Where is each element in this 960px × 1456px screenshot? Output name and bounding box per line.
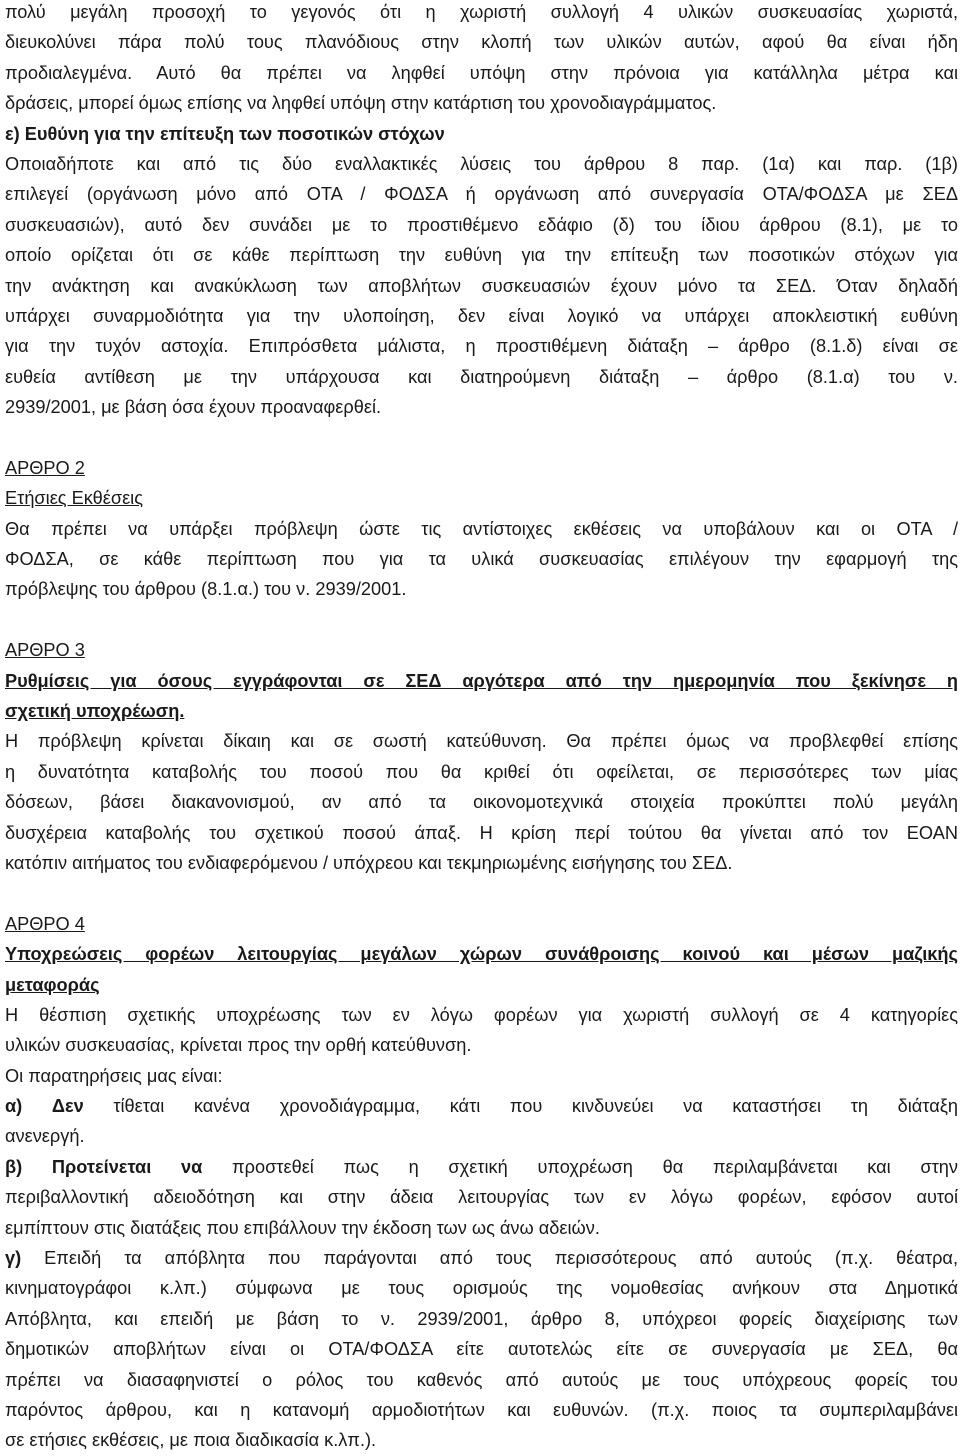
text-line: δυσχέρεια καταβολής του σχετικού ποσού άπαξ. Η κρίση περί τούτου θα γίνεται από τον ΕΟΑΝ	[5, 822, 958, 843]
text-line: επιλεγεί (οργάνωση μόνο από ΟΤΑ / ΦΟΔΣΑ ή οργάνωση από συνεργασία ΟΤΑ/ΦΟΔΣΑ με ΣΕΔ	[5, 184, 958, 205]
text-line: ΦΟΔΣΑ, σε κάθε περίπτωση που για τα υλικά συσκευασίας επιλέγουν την εφαρμογή της	[5, 549, 958, 570]
article-2	[5, 453, 958, 605]
text-line: δράσεις, μπορεί όμως επίσης να ληφθεί υπόψη στην κατάρτιση του χρονοδιαγράμματος.	[5, 93, 717, 114]
article-4-subtitle: Υποχρεώσεις φορέων λειτουργίας μεγάλων χώρων συνάθροισης κοινού και μέσων μαζικής	[5, 944, 958, 965]
article-2-subtitle: Ετήσιες Εκθέσεις	[5, 488, 143, 509]
text-line: δόσεων, βάσει διακανονισμού, αν από τα οικονομοτεχνικά στοιχεία προκύπτει πολύ μεγάλη	[5, 792, 958, 813]
text-line: κατόπιν αιτήματος του ενδιαφερόμενου / υπόχρεου και τεκμηριωμένης εισήγησης του ΣΕΔ.	[5, 852, 733, 873]
text-line: την ανάκτηση και ανακύκλωση των αποβλήτων συσκευασιών έχουν μόνο τα ΣΕΔ. Όταν δηλαδή	[5, 275, 958, 296]
list-item-a	[5, 1091, 958, 1121]
text-line: οποίο ορίζεται ότι σε κάθε περίπτωση την ευθύνη για την επίτευξη των ποσοτικών στόχων για	[5, 245, 958, 266]
text-line: εμπίπτουν στις διατάξεις που επιβάλλουν την έκδοση των ως άνω αδειών.	[5, 1217, 600, 1238]
article-3-subtitle: Ρυθμίσεις για όσους εγγράφονται σε ΣΕΔ αργότερα από την ημερομηνία που ξεκίνησε η	[5, 670, 958, 691]
item-b-text: προστεθεί πως η σχετική υποχρέωση θα περιλαμβάνεται και στην	[202, 1156, 958, 1177]
section-e-heading: ε) Ευθύνη για την επίτευξη των ποσοτικών στόχων	[5, 123, 445, 144]
text-line: υλικών συσκευασίας, κρίνεται προς την ορθή κατεύθυνση.	[5, 1035, 472, 1056]
text-line: Απόβλητα, και επειδή με βάση το ν. 2939/2001, άρθρο 8, υπόχρεοι φορείς διαχείρισης των	[5, 1308, 958, 1329]
text-line: περιβαλλοντική αδειοδότηση και στην άδεια λειτουργίας των εν λόγω φορέων, εφόσον αυτοί	[5, 1187, 958, 1208]
article-2-title: ΑΡΘΡΟ 2	[5, 457, 85, 478]
text-line: ανενεργή.	[5, 1126, 85, 1147]
item-c-text: Επειδή τα απόβλητα που παράγονται από τους περισσότερους από αυτούς (π.χ. θέατρα,	[21, 1248, 958, 1269]
item-c-marker: γ)	[5, 1248, 22, 1269]
text-line: ευθεία αντίθεση με την υπάρχουσα και διατηρούμενη διάταξη – άρθρο (8.1.α) του ν.	[5, 366, 958, 387]
text-line: Η θέσπιση σχετικής υποχρέωσης των εν λόγω φορέων για χωριστή συλλογή σε 4 κατηγορίες	[5, 1004, 958, 1025]
text-line: δημοτικών αποβλήτων είναι οι ΟΤΑ/ΦΟΔΣΑ είτε αυτοτελώς είτε σε συνεργασία με ΣΕΔ, θα	[5, 1339, 958, 1360]
text-line: Η πρόβλεψη κρίνεται δίκαιη και σε σωστή κατεύθυνση. Θα πρέπει όμως να προβλεφθεί επίσης	[5, 731, 958, 752]
document-page	[5, 0, 958, 1456]
text-line: προδιαλεγμένα. Αυτό θα πρέπει να ληφθεί υπόψη στην πρόνοια για κατάλληλα μέτρα και	[5, 62, 958, 83]
text-line: για την τυχόν αστοχία. Επιπρόσθετα μάλιστα, η προστιθέμενη διάταξη – άρθρο (8.1.δ) είναι σε	[5, 336, 958, 357]
text-line: διευκολύνει πάρα πολύ τους πλανόδιους στην κλοπή των υλικών αυτών, αφού θα είναι ήδη	[5, 32, 958, 53]
item-a-marker: α)	[5, 1096, 23, 1117]
article-4-title: ΑΡΘΡΟ 4	[5, 913, 85, 934]
text-line: Οι παρατηρήσεις μας είναι:	[5, 1065, 223, 1086]
text-line: η δυνατότητα καταβολής του ποσού που θα κριθεί ότι οφείλεται, σε περισσότερες των μίας	[5, 761, 958, 782]
text-line: 2939/2001, με βάση όσα έχουν προαναφερθεί.	[5, 397, 382, 418]
top-paragraph	[5, 0, 958, 119]
text-line: υπάρχει συναρμοδιότητα για την υλοποίηση, δεν είναι λογικό να υπάρχει αποκλειστική ευθύνη	[5, 305, 958, 326]
text-line: πρόβλεψης του άρθρου (8.1.α.) του ν. 2939/2001.	[5, 579, 407, 600]
item-a-text: τίθεται κανένα χρονοδιάγραμμα, κάτι που κινδυνεύει να καταστήσει τη διάταξη	[83, 1096, 958, 1117]
text-line: Οποιαδήποτε και από τις δύο εναλλακτικές λύσεις του άρθρου 8 παρ. (1α) και παρ. (1β)	[5, 153, 958, 174]
text-line: κινηματογράφοι κ.λπ.) σύμφωνα με τους ορισμούς της νομοθεσίας ανήκουν στα Δημοτικά	[5, 1278, 958, 1299]
text-line: πρέπει να διασαφηνιστεί ο ρόλος του καθενός από αυτούς με τους υπόχρεους φορείς του	[5, 1369, 958, 1390]
article-3	[5, 635, 958, 878]
section-e	[5, 119, 958, 423]
spacer	[5, 878, 958, 908]
item-b-bold-text: Προτείνεται να	[51, 1156, 203, 1177]
list-item-c	[5, 1243, 958, 1273]
spacer	[5, 422, 958, 452]
article-4-subtitle: μεταφοράς	[5, 974, 100, 995]
text-line: πολύ μεγάλη προσοχή το γεγονός ότι η χωριστή συλλογή 4 υλικών συσκευασίας χωριστά,	[5, 2, 958, 22]
text-line: παρόντος άρθρου, και η κατανομή αρμοδιοτήτων και ευθυνών. (π.χ. ποιος τα συμπεριλαμβάνει	[5, 1399, 958, 1420]
article-4	[5, 909, 958, 1456]
text-line: συσκευασιών), αυτό δεν συνάδει με το προστιθέμενο εδάφιο (δ) του ίδιου άρθρου (8.1), με το	[5, 214, 958, 235]
spacer	[5, 605, 958, 635]
article-3-title: ΑΡΘΡΟ 3	[5, 640, 85, 661]
item-b-marker: β)	[5, 1156, 23, 1177]
text-line: σε ετήσιες εκθέσεις, με ποια διαδικασία κ.λπ.).	[5, 1430, 377, 1451]
article-3-subtitle: σχετική υποχρέωση.	[5, 700, 185, 721]
item-a-bold-text: Δεν	[51, 1096, 84, 1117]
text-line: Θα πρέπει να υπάρξει πρόβλεψη ώστε τις αντίστοιχες εκθέσεις να υποβάλουν και οι ΟΤΑ /	[5, 518, 958, 539]
list-item-b	[5, 1152, 958, 1182]
